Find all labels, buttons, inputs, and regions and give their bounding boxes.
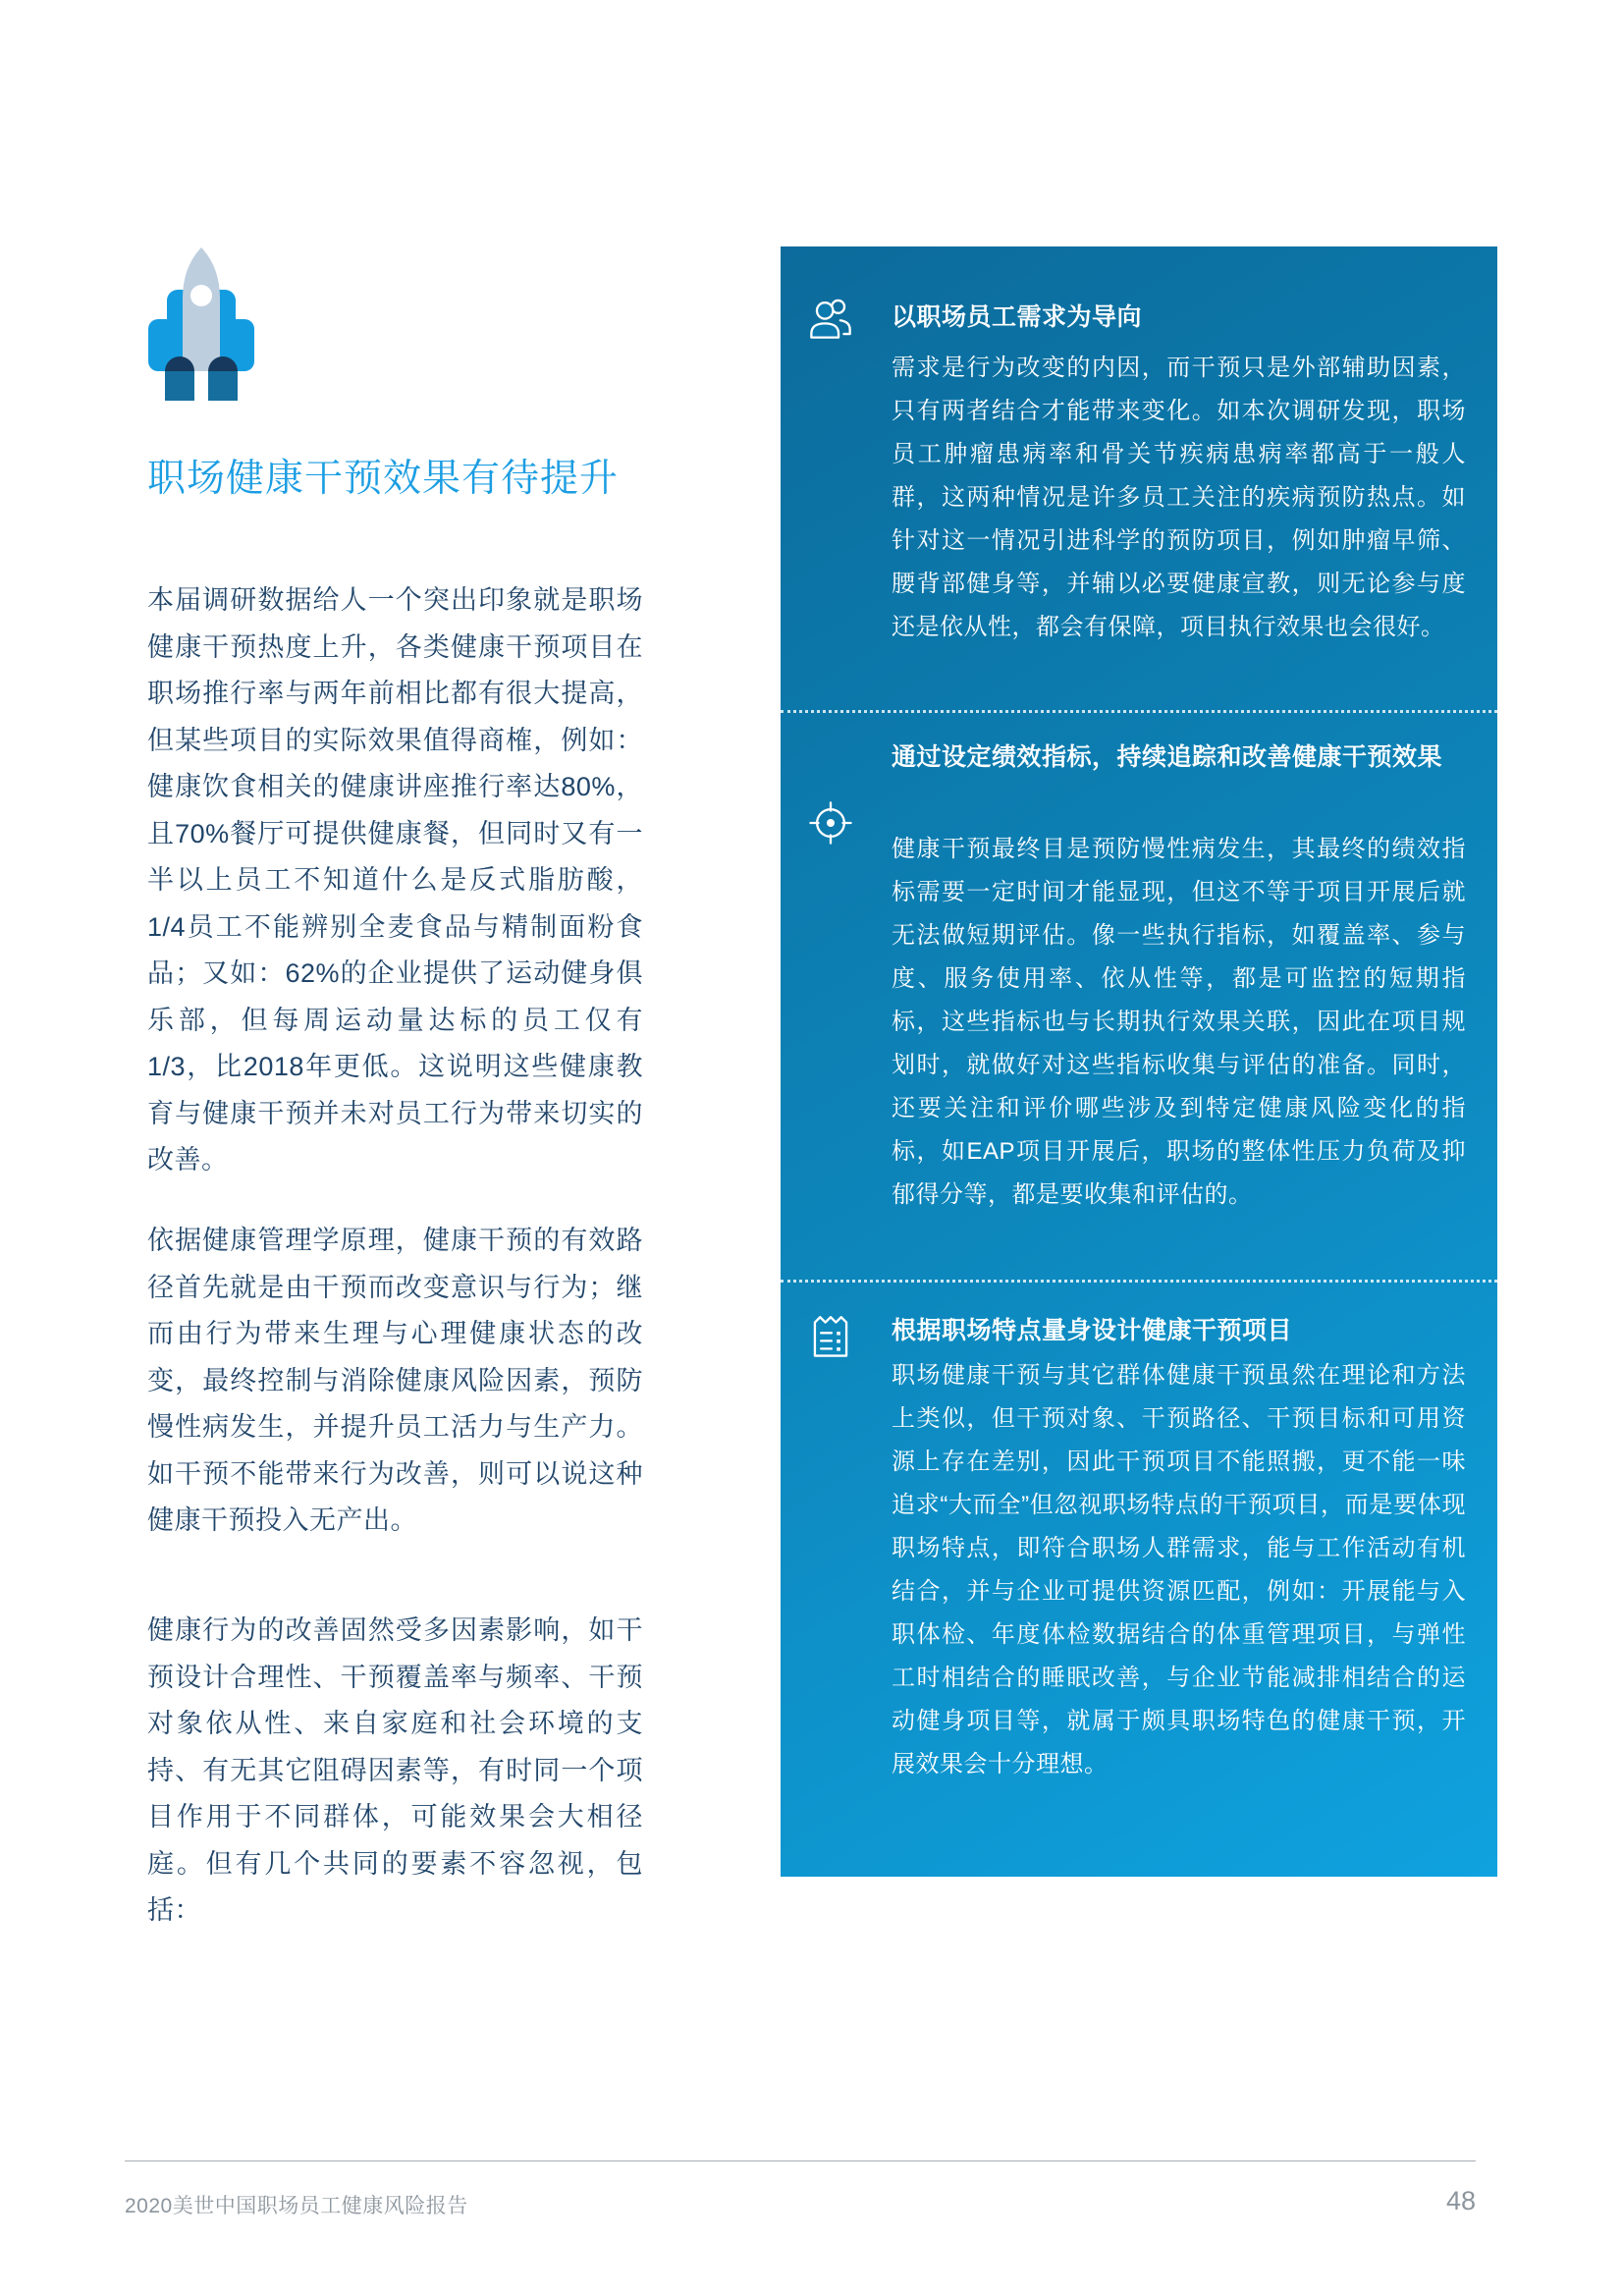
page-number: 48: [1445, 2186, 1476, 2215]
section-title-3: 根据职场特点量身设计健康干预项目: [892, 1317, 1293, 1344]
rocket-icon: [147, 247, 255, 403]
section-body-3: 职场健康干预与其它群体健康干预虽然在理论和方法上类似，但干预对象、干预路径、干预目标和可用资源上存在差别，因此干预项目不能照搬，更不能一味追求“大而全”但忽视职场特点的干预项目，而是要体现职场特点，即符合职场人群需求，能与工作活动有机结合，并与企业可提供资源匹配，例如：开展能与入职体检、年度体检数据结合的体重管理项目，与弹性工时相结合的睡眠改善，与企业节能减排相结合的运动健身项目等，就属于颇具职场特色的健康干预，开展效果会十分理想。: [892, 1362, 1466, 1777]
section-title-1: 以职场员工需求为导向: [892, 303, 1143, 331]
left-paragraph-1: 本届调研数据给人一个突出印象就是职场健康干预热度上升，各类健康干预项目在职场推行率与两年前相比都有很大提高，但某些项目的实际效果值得商榷，例如：健康饮食相关的健康讲座推行率达80%，且70%餐厅可提供健康餐，但同时又有一半以上员工不知道什么是反式脂肪酸，1/4员工不能辨别全麦食品与精制面粉食品；又如：62%的企业提供了运动健身俱乐部，但每周运动量达标的员工仅有1/3，比2018年更低。这说明这些健康教育与健康干预并未对员工行为带来切实的改善。: [147, 585, 643, 1175]
dotted-divider: [781, 1280, 1497, 1283]
dotted-divider: [781, 710, 1497, 713]
section-body-2: 健康干预最终目是预防慢性病发生，其最终的绩效指标需要一定时间才能显现，但这不等于项目开展后就无法做短期评估。像一些执行指标，如覆盖率、参与度、服务使用率、依从性等，都是可监控的短期指标，这些指标也与长期执行效果关联，因此在项目规划时，就做好对这些指标收集与评估的准备。同时，还要关注和评价哪些涉及到特定健康风险变化的指标，如EAP项目开展后，职场的整体性压力负荷及抑郁得分等，都是要收集和评估的。: [892, 836, 1466, 1208]
highlight-panel: [781, 246, 1497, 1877]
page-title: 职场健康干预效果有待提升: [147, 458, 620, 500]
left-paragraph-2: 依据健康管理学原理，健康干预的有效路径首先就是由干预而改变意识与行为；继而由行为带来生理与心理健康状态的改变，最终控制与消除健康风险因素，预防慢性病发生，并提升员工活力与生产力。如干预不能带来行为改善，则可以说这种健康干预投入无产出。: [147, 1226, 643, 1535]
left-paragraph-3: 健康行为的改善固然受多因素影响，如干预设计合理性、干预覆盖率与频率、干预对象依从性、来自家庭和社会环境的支持、有无其它阻碍因素等，有时同一个项目作用于不同群体，可能效果会大相径庭。但有几个共同的要素不容忽视，包括：: [147, 1615, 643, 1925]
people-icon: [806, 294, 855, 343]
footer-report-title: 2020美世中国职场员工健康风险报告: [125, 2195, 468, 2217]
target-icon: [806, 798, 855, 847]
section-body-1: 需求是行为改变的内因，而干预只是外部辅助因素，只有两者结合才能带来变化。如本次调研发现，职场员工肿瘤患病率和骨关节疾病患病率都高于一般人群，这两种情况是许多员工关注的疾病预防热点。如针对这一情况引进科学的预防项目，例如肿瘤早筛、腰背部健身等，并辅以必要健康宣教，则无论参与度还是依从性，都会有保障，项目执行效果也会很好。: [892, 355, 1466, 640]
section-title-2: 通过设定绩效指标，持续追踪和改善健康干预效果: [892, 743, 1443, 771]
footer-divider: [125, 2160, 1476, 2161]
checklist-icon: [806, 1311, 855, 1360]
